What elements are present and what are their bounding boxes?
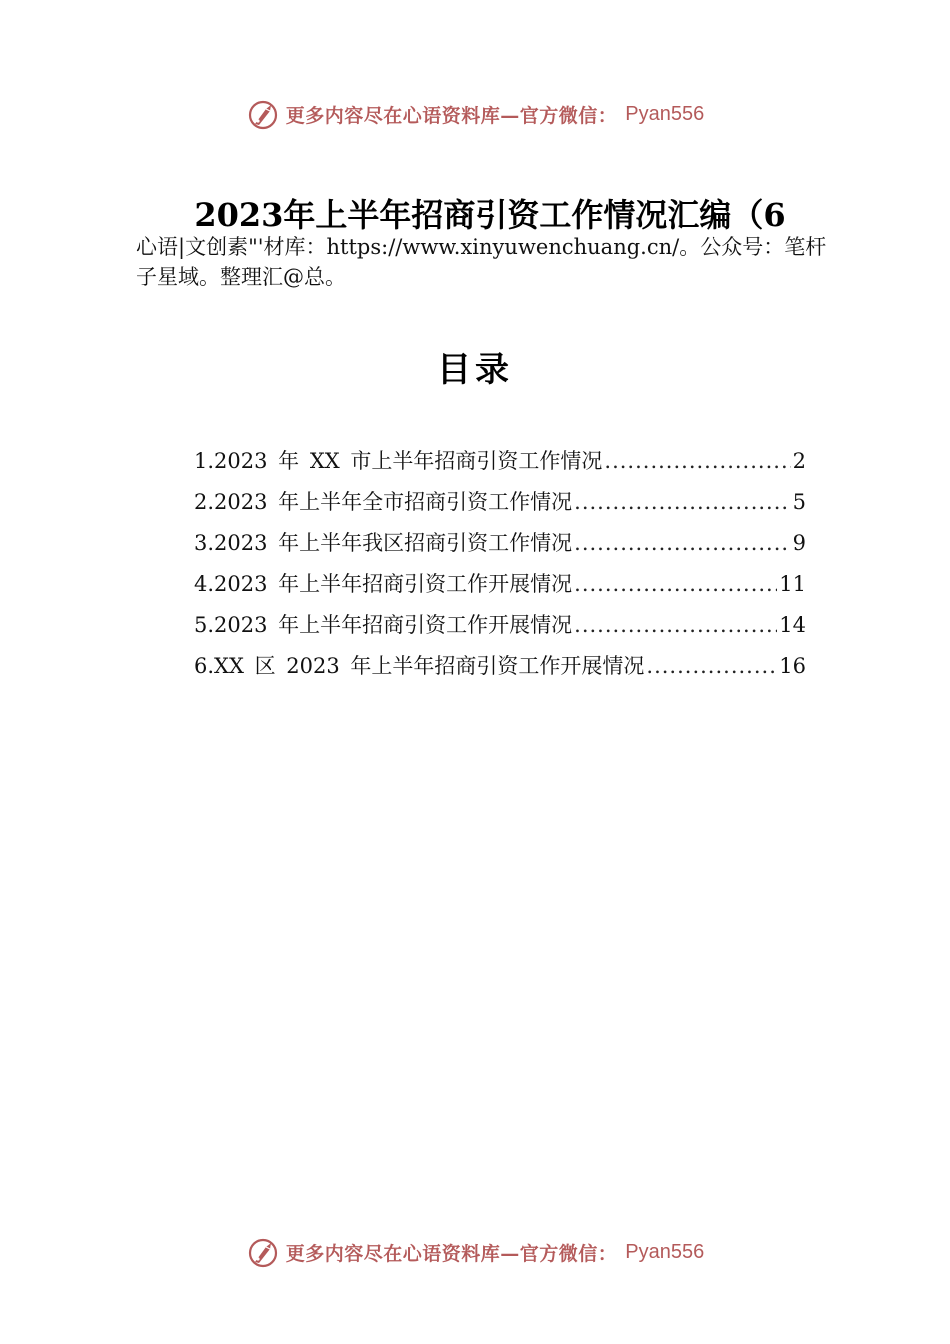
toc-entry-page: 16 <box>779 654 806 678</box>
table-of-contents <box>194 445 806 691</box>
toc-entry-title: 2.2023 年上半年全市招商引资工作情况 <box>194 490 573 514</box>
toc-leader-dots <box>574 572 777 596</box>
banner-content <box>246 97 704 131</box>
toc-leader-dots <box>574 531 790 555</box>
source-note: 心语|文创素"'材库：https://www.xinyuwenchuang.cn/。公众号：笔杆子星域。整理汇@总。 <box>136 235 827 289</box>
header-banner <box>0 92 950 136</box>
toc-entry[interactable] <box>194 650 806 691</box>
toc-entry[interactable] <box>194 445 806 486</box>
toc-entry-page: 9 <box>792 531 806 555</box>
toc-leader-dots <box>604 449 790 473</box>
toc-leader-dots <box>646 654 777 678</box>
banner-wechat-id: Pyan556 <box>625 1240 705 1263</box>
document-title: 2023年上半年招商引资工作情况汇编（6 <box>194 196 786 234</box>
pen-nib-logo-icon <box>246 1235 280 1269</box>
pen-nib-logo-icon <box>246 97 280 131</box>
toc-entry[interactable] <box>194 527 806 568</box>
toc-heading: 目录 <box>437 350 513 390</box>
banner-wechat-id: Pyan556 <box>625 102 705 125</box>
toc-entry-page: 5 <box>792 490 806 514</box>
toc-entry-title: 6.XX 区 2023 年上半年招商引资工作开展情况 <box>194 654 645 678</box>
toc-entry-page: 11 <box>779 572 806 596</box>
toc-entry[interactable] <box>194 609 806 650</box>
banner-text: 更多内容尽在心语资料库—官方微信： <box>285 1242 618 1265</box>
toc-entry[interactable] <box>194 568 806 609</box>
toc-entry-page: 14 <box>779 613 806 637</box>
toc-entry-title: 4.2023 年上半年招商引资工作开展情况 <box>194 572 573 596</box>
toc-entry-title: 3.2023 年上半年我区招商引资工作情况 <box>194 531 573 555</box>
toc-leader-dots <box>574 490 790 514</box>
banner-content <box>246 1235 704 1269</box>
toc-entry-title: 1.2023 年 XX 市上半年招商引资工作情况 <box>194 449 603 473</box>
toc-entry-page: 2 <box>792 449 806 473</box>
toc-entry[interactable] <box>194 486 806 527</box>
footer-banner <box>0 1230 950 1274</box>
toc-entry-title: 5.2023 年上半年招商引资工作开展情况 <box>194 613 573 637</box>
banner-text: 更多内容尽在心语资料库—官方微信： <box>285 104 618 127</box>
toc-leader-dots <box>574 613 777 637</box>
